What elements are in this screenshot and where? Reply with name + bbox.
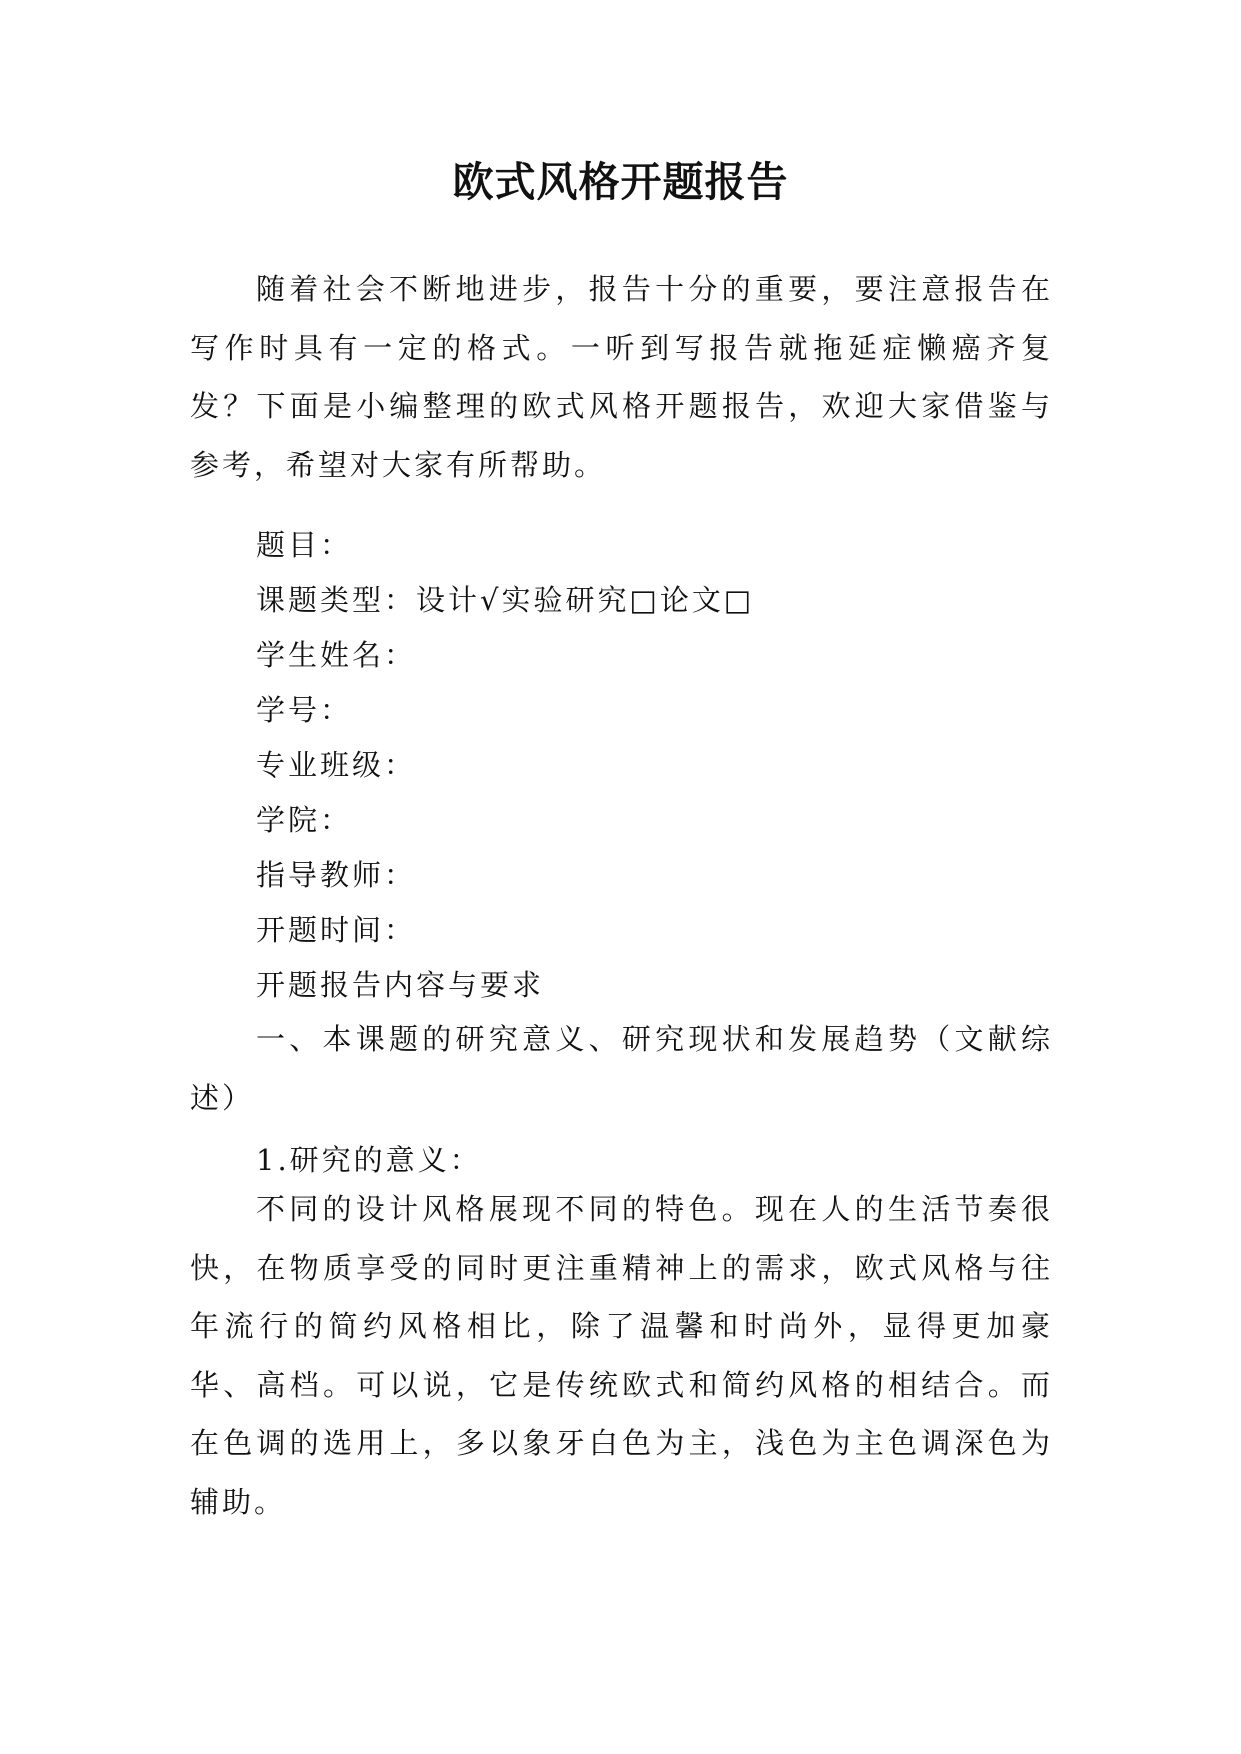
intro-paragraph: 随着社会不断地进步，报告十分的重要，要注意报告在写作时具有一定的格式。一听到写报告就拖延症懒癌齐复发？下面是小编整理的欧式风格开题报告，欢迎大家借鉴与参考，希望对大家有所帮助。 bbox=[190, 272, 1053, 482]
field-college: 学院： bbox=[256, 803, 353, 837]
section-heading: 开题报告内容与要求 bbox=[256, 968, 545, 1002]
body-paragraph: 不同的设计风格展现不同的特色。现在人的生活节奏很快，在物质享受的同时更注重精神上的需求，欧式风格与往年流行的简约风格相比，除了温馨和时尚外，显得更加豪华、高档。可以说，它是传统欧式和简约风格的相结合。而在色调的选用上，多以象牙白色为主，浅色为主色调深色为辅助。 bbox=[190, 1192, 1053, 1519]
field-topic: 题目： bbox=[256, 528, 353, 562]
field-major-class: 专业班级： bbox=[256, 748, 417, 782]
field-time: 开题时间： bbox=[256, 913, 417, 947]
field-student-name: 学生姓名： bbox=[256, 638, 417, 672]
field-type-label: 课题类型： bbox=[256, 583, 417, 617]
field-advisor: 指导教师： bbox=[256, 858, 417, 892]
field-student-id: 学号： bbox=[256, 693, 353, 727]
sub-heading-one: 1.研究的意义： bbox=[256, 1143, 482, 1177]
section-one-heading: 一、本课题的研究意义、研究现状和发展趋势（文献综述） bbox=[190, 1022, 1053, 1115]
field-type bbox=[256, 580, 754, 620]
field-type-options: 设计√实验研究□论文□ bbox=[416, 583, 755, 617]
document-title: 欧式风格开题报告 bbox=[452, 158, 789, 206]
